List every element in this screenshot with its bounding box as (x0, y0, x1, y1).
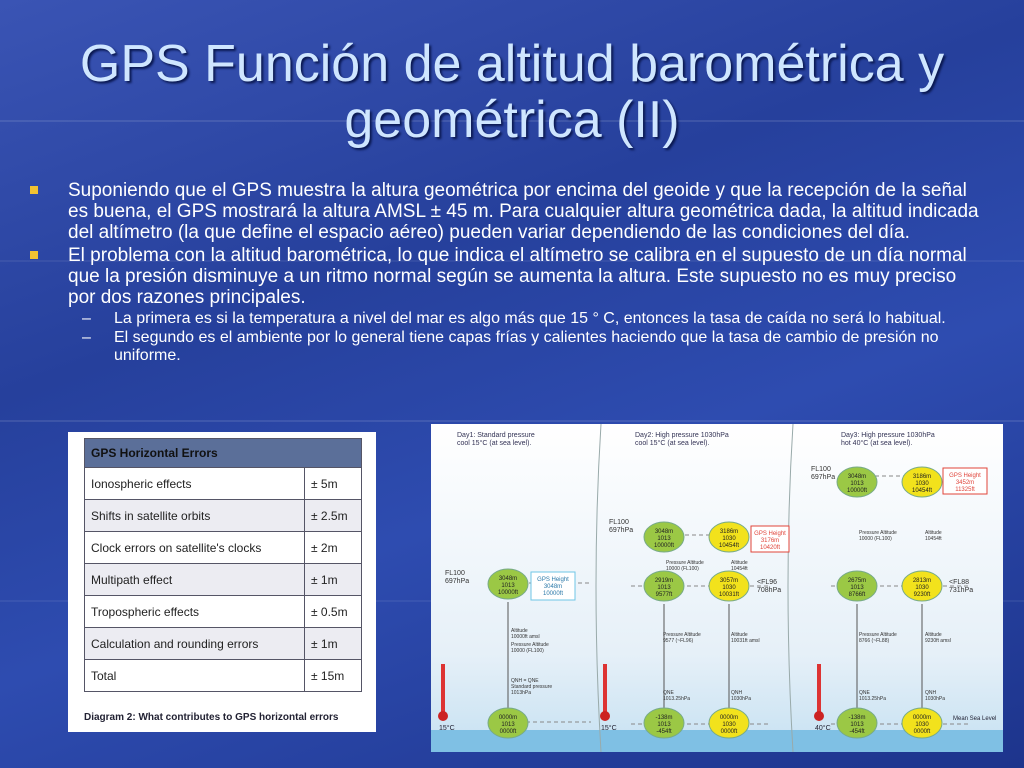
altitude-note: Pressure Altitude 9577 (~FL96) (663, 632, 701, 644)
table-header-row (85, 439, 362, 468)
gps-height-label: GPS Height 3452m 11325ft (949, 473, 981, 493)
thermometer-bulb-icon (600, 711, 610, 721)
altitude-note: Pressure Altitude 10000 (FL100) (511, 642, 549, 654)
row-label: Ionospheric effects (85, 468, 305, 500)
pressure-node-label: 0000m 1030 0000ft (719, 715, 739, 735)
row-label: Multipath effect (85, 564, 305, 596)
row-value: ± 2m (305, 532, 362, 564)
thermometer-icon (817, 664, 821, 714)
slide-body (30, 180, 984, 365)
altitude-note: QNH 1030hPa (925, 690, 946, 702)
row-label: Total (85, 660, 305, 692)
pressure-node-label: 3048m 1013 10000ft (653, 529, 675, 549)
flight-level-label: <FL88 731hPa (949, 579, 974, 594)
temperature-label: 15°C (601, 725, 617, 732)
dash-icon: – (82, 310, 91, 327)
pressure-node-label: 3048m 1013 10000ft (497, 576, 519, 596)
pressure-node-label: 2919m 1013 9577ft (654, 578, 674, 598)
slide-title: GPS Función de altitud barométrica y geométrica (II) (79, 35, 945, 149)
pressure-node-label: 3048m 1013 10000ft (846, 474, 868, 494)
sub-bullet-item (30, 310, 984, 328)
dash-icon: – (82, 329, 91, 346)
row-label: Tropospheric effects (85, 596, 305, 628)
pressure-node-label: 3186m 1030 10454ft (911, 474, 933, 494)
altitude-diagram (431, 424, 1003, 752)
table-header: GPS Horizontal Errors (85, 439, 362, 468)
pressure-node-label: 3186m 1030 10454ft (718, 529, 740, 549)
gps-errors-table-image (68, 432, 376, 732)
bullet-text: El problema con la altitud barométrica, lo que indica el altímetro se calibra en el supuesto de un día normal que la presión disminuye a un ritmo normal según se aumenta la altura. Este supuesto no es muy preciso por dos razones principales. (68, 245, 967, 308)
pressure-node-label: 2675m 1013 8766ft (847, 578, 867, 598)
thermometer-bulb-icon (814, 711, 824, 721)
flight-level-label: FL100 697hPa (811, 466, 836, 481)
table-row (85, 564, 362, 596)
altitude-note: Pressure Altitude 10000 (FL100) (859, 530, 897, 542)
pressure-node-label: 0000m 1030 0000ft (912, 715, 932, 735)
day-divider (788, 424, 793, 752)
pressure-node-label: 3057m 1030 10031ft (718, 578, 740, 598)
sub-bullet-text: El segundo es el ambiente por lo general tiene capas frías y calientes haciendo que la tasa de cambio de presión no uniforme. (114, 329, 939, 364)
table-row (85, 532, 362, 564)
altitude-note: Altitude 10454ft (925, 530, 942, 542)
altitude-diagram-svg (431, 424, 1003, 752)
table-caption: Diagram 2: What contributes to GPS horizontal errors (84, 712, 339, 723)
row-label: Calculation and rounding errors (85, 628, 305, 660)
bullet-square-icon (30, 251, 38, 259)
row-value: ± 5m (305, 468, 362, 500)
altitude-note: Altitude 10000ft amsl (511, 628, 540, 640)
pressure-node-label: 0000m 1013 0000ft (498, 715, 518, 735)
table-row (85, 500, 362, 532)
pressure-node-label: -138m 1013 -454ft (848, 715, 866, 735)
bullet-item (30, 180, 984, 243)
bullet-square-icon (30, 186, 38, 194)
pressure-node-label: -138m 1013 -454ft (655, 715, 673, 735)
sub-bullet-text: La primera es si la temperatura a nivel del mar es algo más que 15 ° C, entonces la tasa de caída no será lo habitual. (114, 310, 946, 327)
flight-level-label: FL100 697hPa (445, 570, 470, 585)
row-label: Clock errors on satellite's clocks (85, 532, 305, 564)
table-row (85, 596, 362, 628)
altitude-note: QNE 1013.25hPa (859, 690, 886, 702)
row-value: ± 0.5m (305, 596, 362, 628)
thermometer-icon (441, 664, 445, 714)
day-divider (596, 424, 601, 752)
table-row (85, 628, 362, 660)
altitude-note: QNH = QNE Standard pressure 1013hPa (511, 678, 553, 696)
bullet-text: Suponiendo que el GPS muestra la altura geométrica por encima del geoide y que la recepción de la señal es buena, el GPS mostrará la altura AMSL ± 45 m. Para cualquier altura geométrica dada, la altitud indicada del altímetro (la que define el espacio aéreo) pueden variar dependiendo de las condiciones del día. (68, 180, 979, 243)
row-label: Shifts in satellite orbits (85, 500, 305, 532)
row-value: ± 2.5m (305, 500, 362, 532)
temperature-label: 40°C (815, 725, 831, 732)
day2-title: Day2: High pressure 1030hPa cool 15°C (at sea level). (635, 432, 729, 447)
altitude-note: Altitude 10454ft (731, 560, 748, 572)
day1-title: Day1: Standard pressure cool 15°C (at sea level). (457, 432, 535, 447)
table-row (85, 468, 362, 500)
day3-title: Day3: High pressure 1030hPa hot 40°C (at sea level). (841, 432, 935, 447)
gps-errors-table (84, 438, 362, 692)
altitude-note: QNH 1030hPa (731, 690, 752, 702)
row-value: ± 1m (305, 564, 362, 596)
temperature-label: 15°C (439, 725, 455, 732)
thermometer-icon (603, 664, 607, 714)
thermometer-bulb-icon (438, 711, 448, 721)
altitude-note: Altitude 9230ft amsl (925, 632, 951, 644)
bullet-item (30, 245, 984, 308)
pressure-node-label: 2813m 1030 9230ft (912, 578, 932, 598)
altitude-note: Altitude 10031ft amsl (731, 632, 760, 644)
flight-level-label: <FL96 708hPa (757, 579, 782, 594)
altitude-note: QNE 1013.25hPa (663, 690, 690, 702)
gps-height-label: GPS Height 3176m 10420ft (754, 531, 786, 551)
row-value: ± 15m (305, 660, 362, 692)
table-row (85, 660, 362, 692)
gps-height-label: GPS Height 3048m 10000ft (537, 577, 569, 597)
sub-bullet-item (30, 329, 984, 365)
altitude-note: Pressure Altitude 8766 (~FL88) (859, 632, 897, 644)
row-value: ± 1m (305, 628, 362, 660)
flight-level-label: FL100 697hPa (609, 519, 634, 534)
mean-sea-level-label: Mean Sea Level (953, 716, 997, 722)
altitude-note: Pressure Altitude 10000 (FL100) (666, 560, 704, 572)
